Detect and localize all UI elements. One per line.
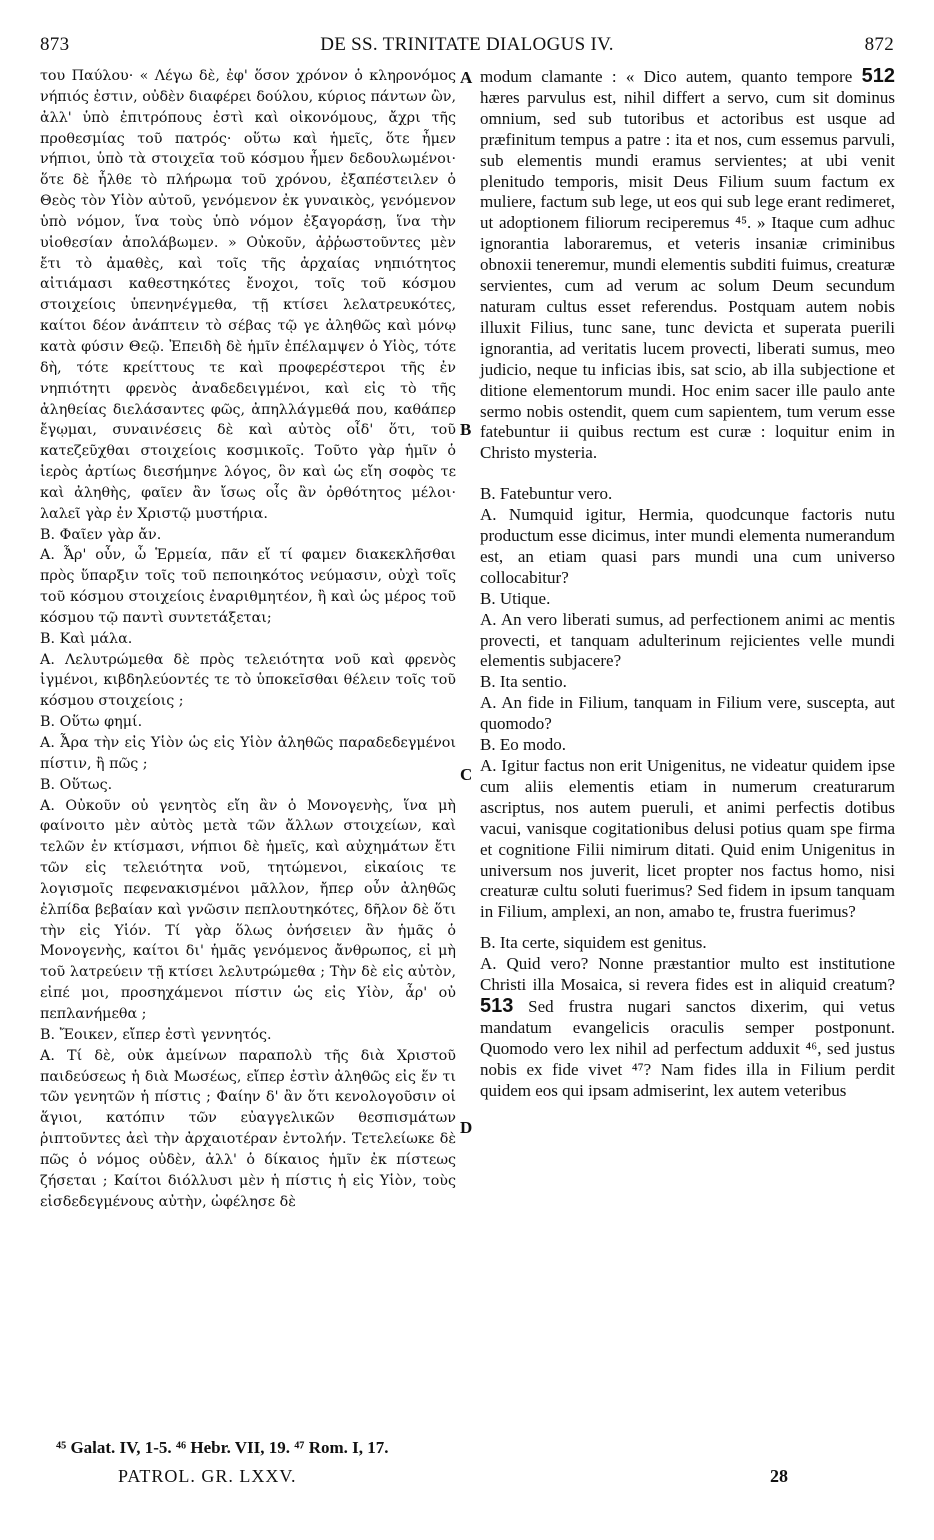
greek-paragraph: B. Φαῖεν γὰρ ἄν. (40, 526, 162, 543)
page-number-right: 872 (864, 34, 894, 55)
greek-column (40, 66, 456, 1212)
column-number: 512 (861, 65, 895, 87)
greek-paragraph: A. Ἆρ' οὖν, ὦ Ἑρμεία, πᾶν εἴ τί φαμεν διακεκλῆσθαι πρὸς ὕπαρξιν τοῖς τοῦ πεποιηκότος νεύμασιν, οὐχὶ τοῖς τοῦ κόσμου στοιχείοις ἐναριθμητέον, ἢ καὶ ὡς μέρος τοῦ κόσμου τῷ παντὶ συντετάξεται; (40, 547, 456, 626)
latin-text: Sed frustra nugari sanctos dixerim, qui vetus mandatum evangelicis oraculis semper postponunt. Quomodo vero lex nihil ad perfectum adduxit ⁴⁶, sed justus nobis ex fide vivet ⁴⁷? Nam fides illa in Filium perdit quidem eos qui ipsam admiserint, lex autem veteribus (480, 996, 895, 1100)
page-number-left: 873 (40, 34, 70, 55)
running-title: DE SS. TRINITATE DIALOGUS IV. (320, 34, 614, 55)
latin-paragraph: A. Numquid igitur, Hermia, quodcunque factoris nutu productum esse dicimus, inter mundi elementa numerandum est, an etiam quasi pars mundi una cum universo collocabitur? (480, 505, 895, 587)
greek-paragraph: A. Ἆρα τὴν εἰς Υἱὸν ὡς εἰς Υἱὸν ἀληθῶς παραδεδεγμένοι πίστιν, ἢ πῶς ; (40, 735, 456, 772)
greek-paragraph: A. Λελυτρώμεθα δὲ πρὸς τελειότητα νοῦ καὶ φρενὸς ἰγμένοι, κιβδηλεύοντές τε τὸ ὑποκεῖσθαι θέλειν τοῖς τοῦ κόσμου στοιχείοις ; (40, 651, 456, 710)
margin-marker-c: C (460, 765, 473, 784)
running-header (40, 34, 894, 58)
latin-paragraph: A. An vero liberati sumus, ad perfectionem animi ac mentis provecti, et tanquam adulterinum rejicientes velle mundi elementis subjacere? (480, 609, 895, 671)
latin-paragraph: B. Utique. (480, 588, 551, 608)
greek-paragraph: A. Τί δὲ, οὐκ ἀμείνων παραπολὺ τῆς διὰ Χριστοῦ παιδεύσεως ἡ διὰ Μωσέως, εἴπερ ἐστὶν ἀληθῶς εἰς ἕν τι τῶν γενητῶν ἡ πίστις ; Φαίην δ' ἂν ὅτι κενολογοῦσιν οἱ ἅγιοι, κατόπιν τῶν εὐαγγελικῶν θεσπισμάτων ῥιπτοῦντες ἀεὶ τὴν ἀρχαιοτέραν ἐντολήν. Τετελείωκε δὲ πῶς ὁ νόμος οὐδὲν, ἀλλ' ὁ δίκαιος ἡμῖν ἐκ πίστεως ζήσεται ; Καίτοι διόλλυσι μὲν ἡ πίστις ἡ εἰς Υἱὸν, τοὺς εἰσδεδεγμένους αὐτὴν, ὠφέλησε δὲ (40, 1047, 456, 1210)
latin-paragraph: A. An fide in Filium, tanquam in Filium vere, suscepta, aut quomodo? (480, 693, 895, 734)
footnotes: ⁴⁵ Galat. IV, 1-5. ⁴⁶ Hebr. VII, 19. ⁴⁷ Rom. I, 17. (56, 1438, 389, 1457)
greek-paragraph: B. Ἔοικεν, εἴπερ ἐστὶ γεννητός. (40, 1026, 272, 1043)
margin-marker-d: D (460, 1118, 473, 1137)
latin-paragraph: B. Ita certe, siquidem est genitus. (480, 933, 707, 953)
column-number: 513 (480, 994, 514, 1017)
greek-paragraph: B. Οὕτως. (40, 776, 113, 793)
latin-paragraph: A. Igitur factus non erit Unigenitus, ne videatur quidem ipse cum aliis elementis etiam in numerum creaturarum ascriptus, nos autem pueruli, et animi perfectis dotibus vacui, vanisque cogitationibus delusi potius quam spe firma et cognitione Filii nimirum ditati. Quid enim Unigenitus in universum nos juverit, licet propter nos factus homo, nisi creaturæ cultu soluti fuerimus? Sed fidem in ipsum tanquam in Filium, amplexi, an non, amabo te, frustra fuerimus? (480, 756, 895, 922)
greek-paragraph: B. Καὶ μάλα. (40, 630, 133, 647)
latin-text: hæres parvulus est, nihil differt a servo, cum sit dominus omnium, sed sub tutoribus et actoribus est usque ad præfinitum tempus a patre : ita et nos, cum essemus parvuli, sub elementis mundi eramus servientes; at ubi venit plenitudo temporis, misit Deus Filium suum factum ex muliere, factum sub lege, ut eos qui sub lege erant redimeret, ut adoptionem filiorum reciperemus ⁴⁵. » Itaque cum adhuc ignorantia laboraremus, et veteris insaniæ criminibus obnoxii teneremur, mundi elementis subditi fuimus, creaturæ servientes, cum ad verum ac solum Deum secundum naturam cultus esset referendus. Postquam autem nobis illuxit Filius, tunc sane, tunc devicta et superata puerili ignorantia, ad veritatis lucem provecti, liberati sumus, meo judicio, neque tu inficias ibis, sat scio, ab illa subjectione et ditione elementorum mundi. Hoc enim sacer ille paulo ante sermo nobis ostendit, quem cum sapientem, tum verum esse fatebuntur ii quibus rectum est curæ : loquitur enim in Christo mysteria. (480, 87, 895, 463)
latin-column (480, 66, 895, 1102)
latin-text: A. Quid vero? Nonne præstantior multo est institutione Christi illa Mosaica, si revera fides est in aliquid creatum? (480, 954, 895, 995)
latin-paragraph: B. Ita sentio. (480, 672, 567, 692)
latin-paragraph (480, 954, 895, 1101)
latin-paragraph: B. Eo modo. (480, 735, 566, 755)
greek-paragraph: A. Οὐκοῦν οὐ γενητὸς εἴη ἂν ὁ Μονογενὴς, ἵνα μὴ φαίνοιτο μὲν αὐτὸς μετὰ τῶν ἄλλων στοιχείων, καὶ τελῶν ἐν κτίσμασι, νήπιοι δὲ ἡμεῖς, καὶ αὐχημάτων ἔτι τῶν εἰς τελειότητα νοῦ, τητώμενοι, εἰκαίοις τε λογισμοῖς πεφενακισμένοι μᾶλλον, ἤπερ οὖν ἀληθῶς ἐλπίδα βεβαίαν καὶ γνῶσιν πεπλουτηκότες, δῆλον δὲ ὅτι τὴν εἰς Υἱόν. Τί γὰρ ὅλως ὀνήσειεν ἂν ἡμᾶς ὁ Μονογενὴς, καίτοι δι' ἡμᾶς γενόμενος ἄνθρωπος, εἰ μὴ τοῦ λατρεύειν τῇ κτίσει λελυτρώμεθα ; Τὴν δὲ εἰς αὐτὸν, εἰπέ μοι, προσηχάμενοι πίστιν ὡς εἰς Υἱὸν, ἆρ' οὐ πεπλανήμεθα ; (40, 797, 456, 1022)
latin-paragraph: B. Fatebuntur vero. (480, 484, 613, 504)
series-label: PATROL. GR. LXXV. (118, 1466, 297, 1486)
latin-paragraph (480, 66, 895, 464)
latin-text: modum clamante : « Dico autem, quanto tempore (480, 67, 862, 86)
signature-number: 28 (770, 1466, 788, 1486)
greek-paragraph: του Παύλου· « Λέγω δὲ, ἐφ' ὅσον χρόνον ὁ κληρονόμος νήπιός ἐστιν, οὐδὲν διαφέρει δούλου, κύριος πάντων ὢν, ἀλλ' ὑπὸ ἐπιτρόπους ἐστὶ καὶ οἰκονόμους, ἄχρι τῆς προθεσμίας τοῦ πατρός· οὕτω καὶ ἡμεῖς, ὅτε ἦμεν νήπιοι, ὑπὸ τὰ στοιχεῖα τοῦ κόσμου ἦμεν δεδουλωμένοι· ὅτε δὲ ἦλθε τὸ πλήρωμα τοῦ χρόνου, ἐξαπέστειλεν ὁ Θεὸς τὸν Υἱὸν αὐτοῦ, γενόμενον ἐκ γυναικὸς, γενόμενον ὑπὸ νόμον, ἵνα τοὺς ὑπὸ νόμον ἐξαγοράσῃ, ἵνα τὴν υἱοθεσίαν ἀπολάβωμεν. » Οὐκοῦν, ἀῤῥωστοῦντες μὲν ἔτι τὸ ἀμαθὲς, καὶ τοῖς τῆς ἀρχαίας νηπιότητος αἰτιάμασι καθεστηκότες ἔνοχοι, τοῖς τοῦ κόσμου στοιχείοις ὑπενηνέγμεθα, τῇ κτίσει λελατρευκότες, καίτοι δέον ἀνάπτειν τὸ σέβας τῷ γε ἀληθῶς καὶ μόνῳ κατὰ φύσιν Θεῷ. Ἐπειδὴ δὲ ἡμῖν ἐπέλαμψεν ὁ Υἱὸς, τότε δὴ, τότε κρείττους τε καὶ προφερέστεροι τῆς ἐν νηπιότητι φρενὸς ἀναδεδειγμένοι, καὶ εἰς τὸ τῆς ἀληθείας διελάσαντες φῶς, ἀπηλλάγμεθά που, καθάπερ ἔγῳμαι, συναινέσεις δὲ καὶ αὐτὸς οἶδ' ὅτι, τοῦ κατεζεῦχθαι στοιχείοις κοσμικοῖς. Τοῦτο γὰρ ἡμῖν ὁ ἱερὸς ἀρτίως διεσήμηνε λόγος, ὃν καὶ ὡς εἴη σοφὸς τε καὶ ἀληθὴς, φαῖεν ἂν ἴσως οἷς ἂν ὀρθότητος μέλοι· λαλεῖ γὰρ ἐν Χριστῷ μυστήρια. (40, 68, 456, 522)
margin-marker-b: B (460, 420, 472, 439)
margin-marker-a: A (460, 68, 473, 87)
greek-paragraph: B. Οὕτω φημί. (40, 714, 143, 731)
